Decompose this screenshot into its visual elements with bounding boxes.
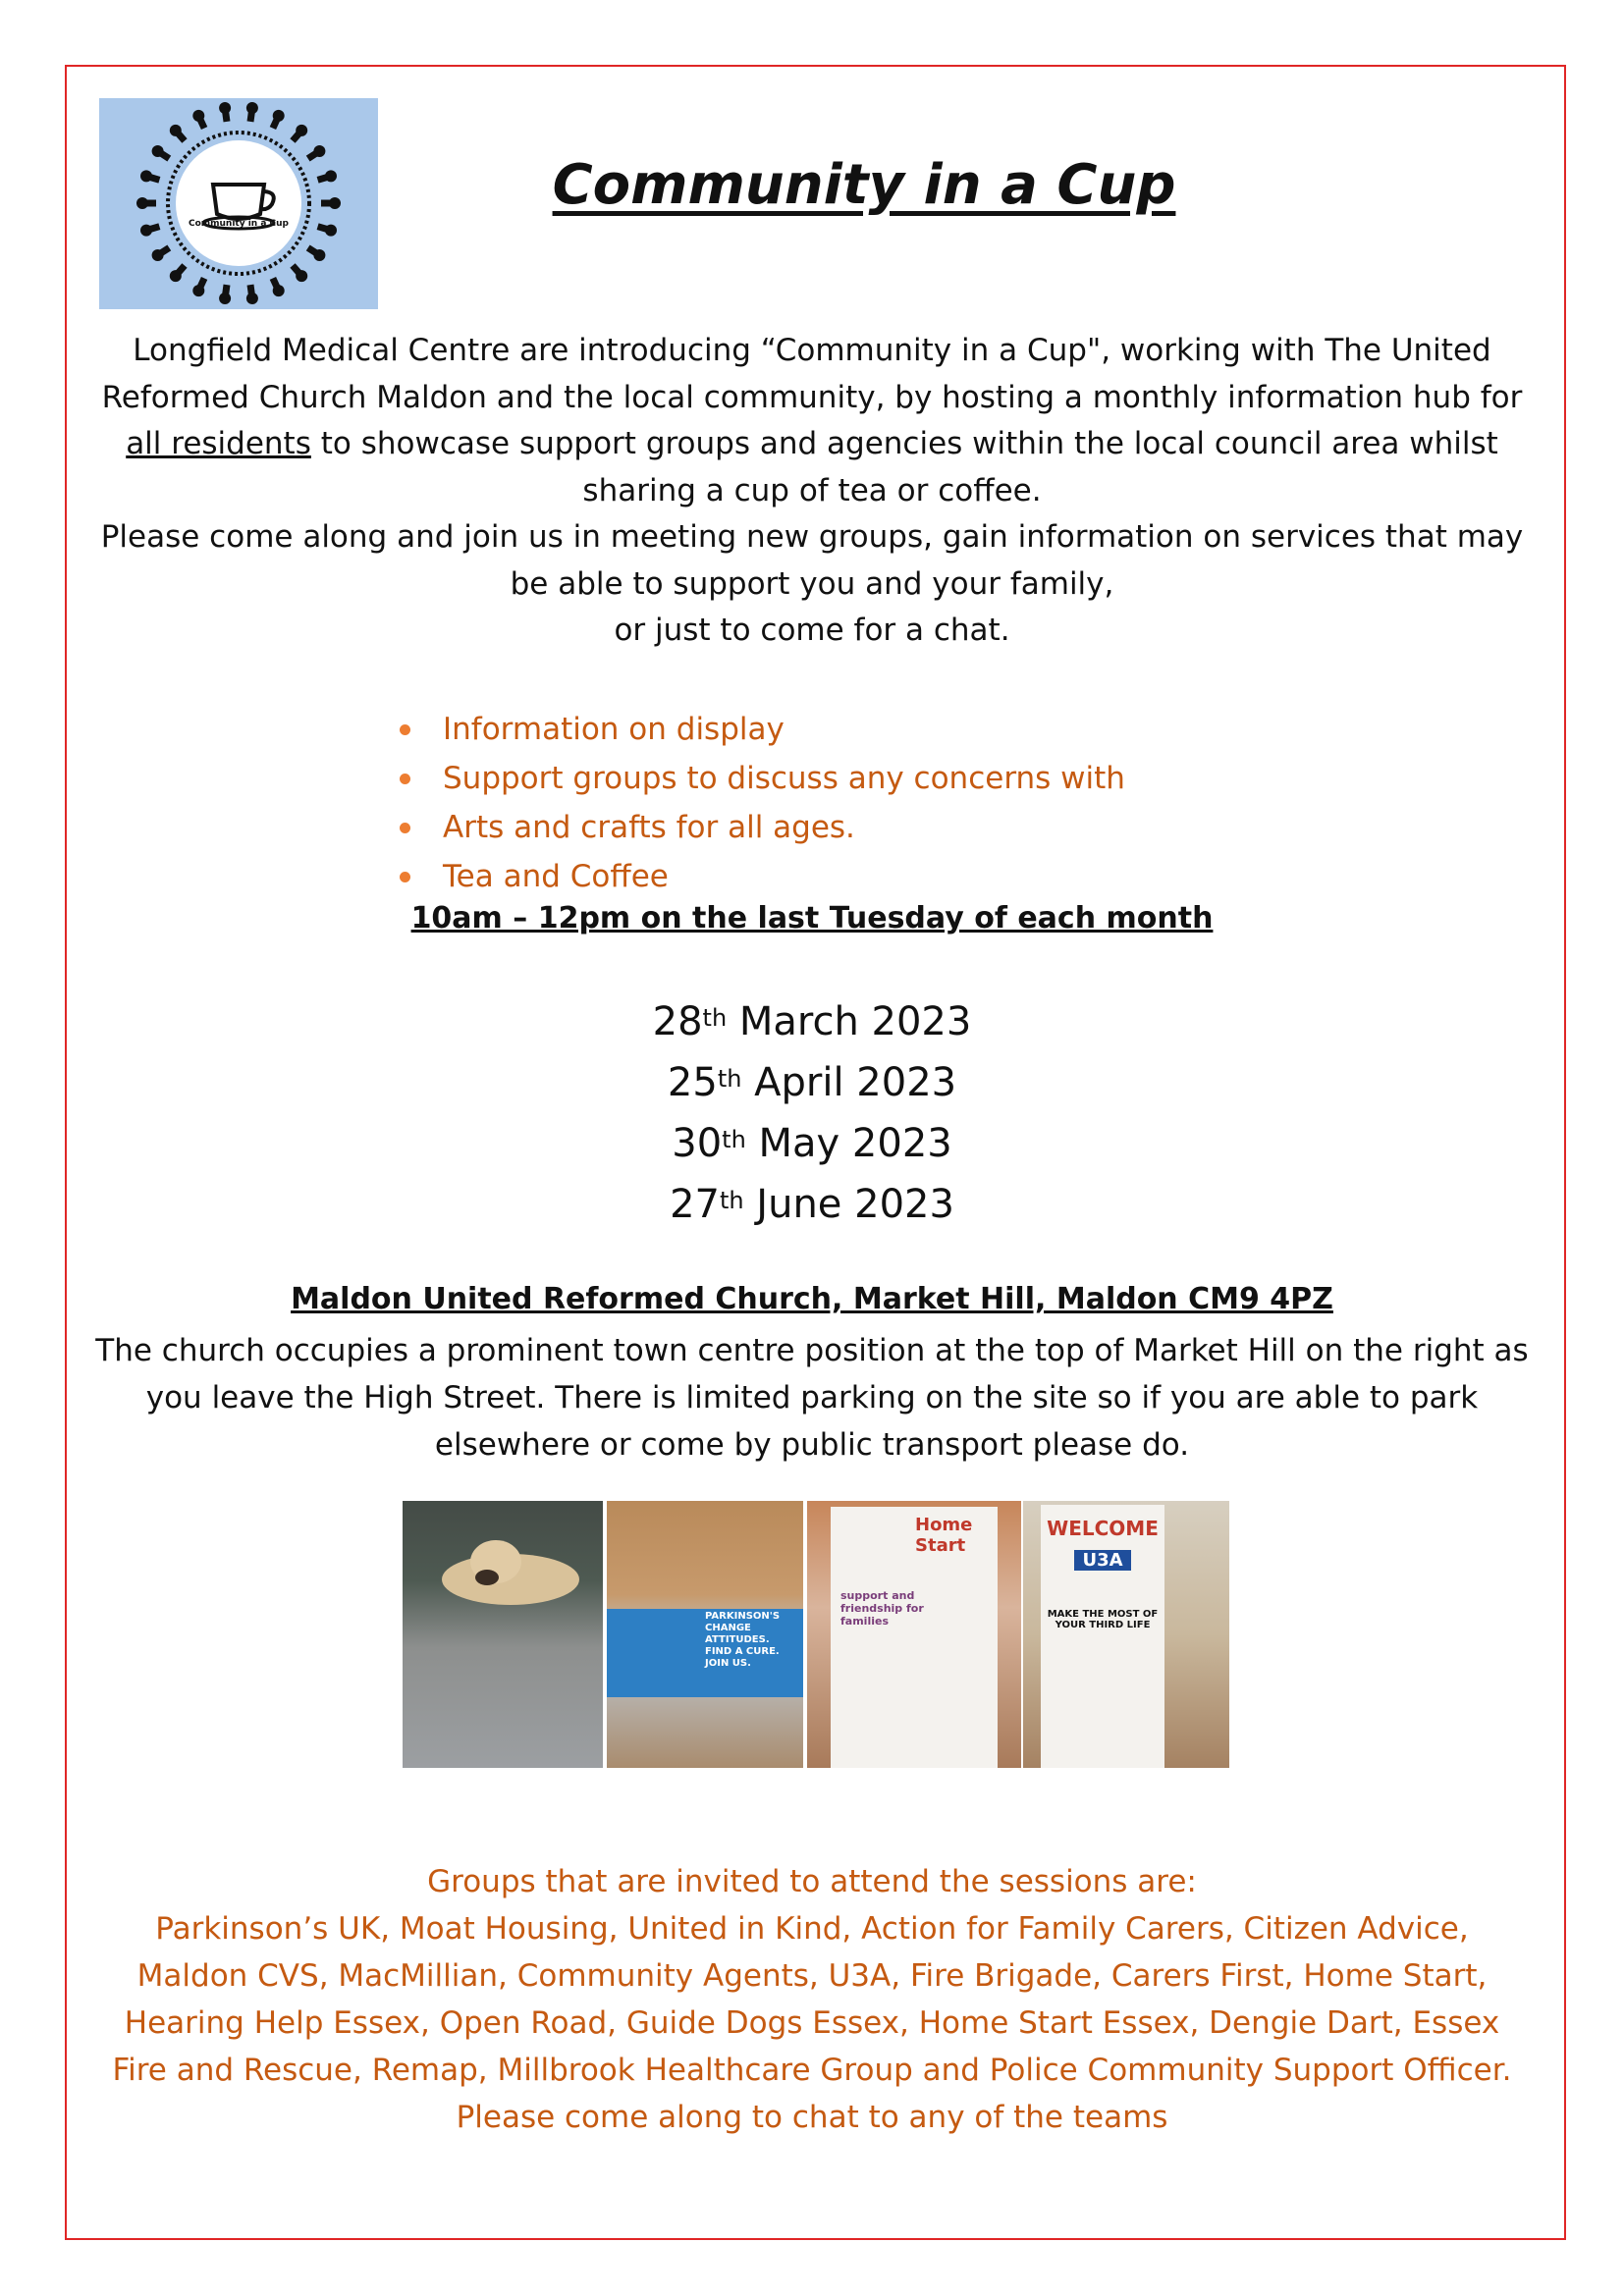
photo-parkinsons-stand [607, 1501, 803, 1768]
person-body-icon [318, 176, 331, 180]
intro-underlined: all residents [126, 426, 311, 461]
date-item: 28th March 2023 [652, 999, 972, 1044]
date-item: 27th June 2023 [670, 1182, 954, 1227]
invited-groups [98, 1858, 1526, 2141]
person-body-icon [176, 131, 185, 141]
person-body-icon [293, 266, 301, 277]
date-item: 30th May 2023 [672, 1121, 952, 1166]
person-body-icon [225, 285, 227, 298]
session-timing: 10am – 12pm on the last Tuesday of each month [410, 901, 1214, 935]
feature-item [388, 705, 1125, 754]
feature-label: Information on display [443, 712, 785, 747]
home-start-label: Home Start [915, 1515, 973, 1556]
home-start-sub: support and friendship for families [840, 1589, 924, 1628]
person-body-icon [225, 108, 227, 122]
dog-icon [403, 1501, 603, 1768]
logo-text: Community in a Cup [188, 219, 290, 229]
feature-label: Support groups to discuss any concerns with [443, 761, 1125, 796]
venue-address: Maldon United Reformed Church, Market Hill, Maldon CM9 4PZ [291, 1282, 1333, 1316]
photo-guide-dog [403, 1501, 603, 1768]
u3a-brand: U3A [1074, 1550, 1131, 1571]
photo-u3a-banner [1023, 1501, 1229, 1768]
venue-description: The church occupies a prominent town centre position at the top of Market Hill on the right as you leave the High Street. There is limited parking on the site so if you are able to park elsewhere or come by public transport please do. [95, 1333, 1529, 1463]
feature-label: Arts and crafts for all ages. [443, 810, 855, 845]
feature-item [388, 852, 1125, 901]
cup-with-people-circle-icon [99, 98, 378, 309]
community-in-a-cup-logo [99, 98, 378, 309]
u3a-sub: MAKE THE MOST OF YOUR THIRD LIFE [1047, 1609, 1159, 1630]
u3a-welcome: WELCOME [1047, 1517, 1159, 1540]
bullet-icon [400, 724, 410, 735]
feature-list [388, 705, 1125, 901]
person-body-icon [293, 131, 301, 141]
intro-invite: Please come along and join us in meeting new groups, gain information on services that may be able to support you and your family, [100, 519, 1524, 602]
person-body-icon [250, 285, 252, 298]
feature-label: Tea and Coffee [443, 859, 669, 894]
person-body-icon [158, 247, 170, 255]
bullet-icon [400, 774, 410, 784]
person-body-icon [250, 108, 252, 122]
parkinsons-label: PARKINSON'S CHANGE ATTITUDES. FIND A CURE. JOIN US. [705, 1611, 781, 1669]
groups-closing: Please come along to chat to any of the teams [456, 2100, 1168, 2135]
intro-text-a: Longfield Medical Centre are introducing “Community in a Cup", working with The United Reformed Church Maldon and the local community, by hosting a monthly information hub for [101, 333, 1523, 415]
session-dates [491, 991, 1133, 1235]
groups-heading: Groups that are invited to attend the sessions are: [427, 1864, 1197, 1899]
u3a-banner [1041, 1505, 1164, 1768]
person-body-icon [158, 151, 170, 159]
person-body-icon [176, 266, 185, 277]
groups-list: Parkinson’s UK, Moat Housing, United in Kind, Action for Family Carers, Citizen Advice, Maldon CVS, MacMillian, Community Agents, U3A, Fire Brigade, Carers First, Home Start, Hearing Help Essex, Open Road, Guide Dogs Essex, Home Start Essex, Dengie Dart, Essex Fire and Rescue, Remap, Millbrook Healthcare Group and Police Community Support Officer. [112, 1911, 1512, 2088]
intro-chat: or just to come for a chat. [614, 613, 1010, 648]
bullet-icon [400, 823, 410, 833]
page-title: Community in a Cup [552, 153, 1176, 217]
bullet-icon [400, 872, 410, 882]
date-item: 25th April 2023 [667, 1060, 957, 1105]
person-body-icon [308, 151, 320, 159]
feature-item [388, 754, 1125, 803]
photo-home-start-banner [807, 1501, 1021, 1768]
person-body-icon [308, 247, 320, 255]
feature-item [388, 803, 1125, 852]
intro-paragraph [98, 328, 1526, 514]
intro-text-b: to showcase support groups and agencies within the local council area whilst sharing a cup of tea or coffee. [310, 426, 1498, 508]
person-body-icon [146, 176, 159, 180]
intro-text [98, 328, 1526, 655]
